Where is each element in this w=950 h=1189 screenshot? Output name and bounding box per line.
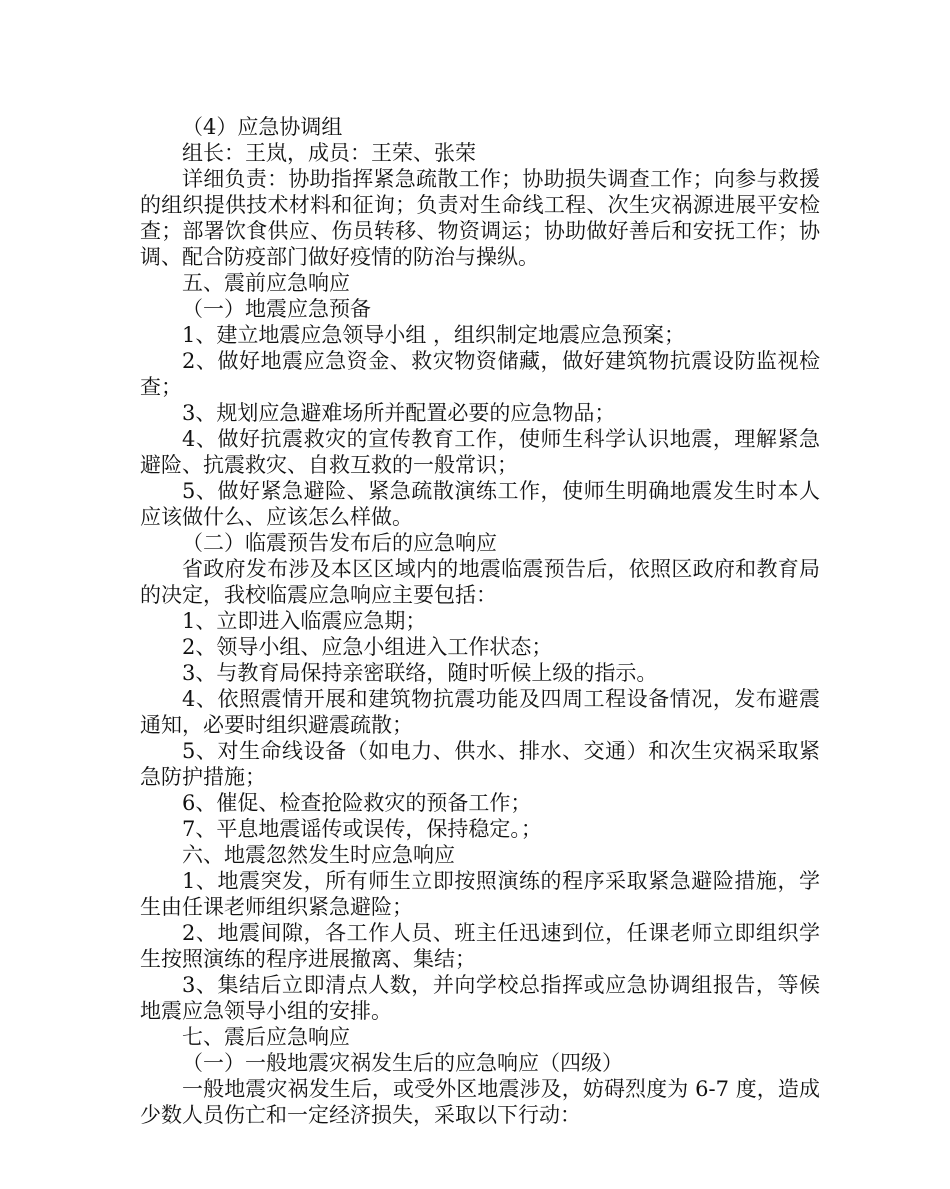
list-item: 4、做好抗震救灾的宣传教育工作，使师生科学认识地震，理解紧急避险、抗震救灾、自救互救的一般常识；: [140, 427, 820, 477]
list-item: 1、立即进入临震应急期；: [182, 609, 427, 633]
list-item: 3、集结后立即清点人数，并向学校总指挥或应急协调组报告，等候地震应急领导小组的安排。: [140, 973, 820, 1023]
section-heading-5: 五、震前应急响应: [182, 271, 350, 295]
list-item: 2、领导小组、应急小组进入工作状态；: [182, 635, 553, 659]
list-item: 2、地震间隙，各工作人员、班主任迅速到位，任课老师立即组织学生按照演练的程序进展撤离、集结；: [140, 921, 820, 971]
list-item: 3、与教育局保持亲密联络，随时听候上级的指示。: [182, 661, 658, 685]
paragraph-duties: 详细负责：协助指挥紧急疏散工作；协助损失调查工作；向参与救援的组织提供技术材料和征询；负责对生命线工程、次生灾祸源进展平安检查；部署饮食供应、伤员转移、物资调运；协助做好善后和安抚工作；协调、配合防疫部门做好疫情的防治与操纵。: [140, 167, 820, 269]
list-item: 1、建立地震应急领导小组 ，组织制定地震应急预案；: [182, 323, 686, 347]
paragraph-members: 组长：王岚，成员：王荣、张荣: [182, 141, 476, 165]
list-item: 4、依照震情开展和建筑物抗震功能及四周工程设备情况，发布避震通知，必要时组织避震疏散；: [140, 687, 820, 737]
subsection-heading: （一）一般地震灾祸发生后的应急响应（四级）: [182, 1051, 623, 1075]
list-item: 1、地震突发，所有师生立即按照演练的程序采取紧急避险措施，学生由任课老师组织紧急避险；: [140, 869, 820, 919]
paragraph-intro: 省政府发布涉及本区区域内的地震临震预告后，依照区政府和教育局的决定，我校临震应急响应主要包括：: [140, 557, 820, 607]
section-heading-7: 七、震后应急响应: [182, 1025, 350, 1049]
list-item: 5、做好紧急避险、紧急疏散演练工作，使师生明确地震发生时本人应该做什么、应该怎么样做。: [140, 479, 820, 529]
list-item: 6、催促、检查抢险救灾的预备工作；: [182, 791, 532, 815]
paragraph-group-heading: （4）应急协调组: [182, 115, 343, 139]
paragraph-level4: 一般地震灾祸发生后，或受外区地震涉及，妨碍烈度为 6-7 度，造成少数人员伤亡和一定经济损失，采取以下行动：: [140, 1077, 820, 1127]
list-item: 7、平息地震谣传或误传，保持稳定。；: [182, 817, 542, 841]
list-item: 3、规划应急避难场所并配置必要的应急物品；: [182, 401, 616, 425]
list-item: 5、对生命线设备（如电力、供水、排水、交通）和次生灾祸采取紧急防护措施；: [140, 739, 820, 789]
section-heading-6: 六、地震忽然发生时应急响应: [182, 843, 455, 867]
document-page: [140, 114, 820, 1128]
list-item: 2、做好地震应急资金、救灾物资储藏，做好建筑物抗震设防监视检查；: [140, 349, 820, 399]
subsection-heading: （一）地震应急预备: [182, 297, 371, 321]
subsection-heading: （二）临震预告发布后的应急响应: [182, 531, 497, 555]
